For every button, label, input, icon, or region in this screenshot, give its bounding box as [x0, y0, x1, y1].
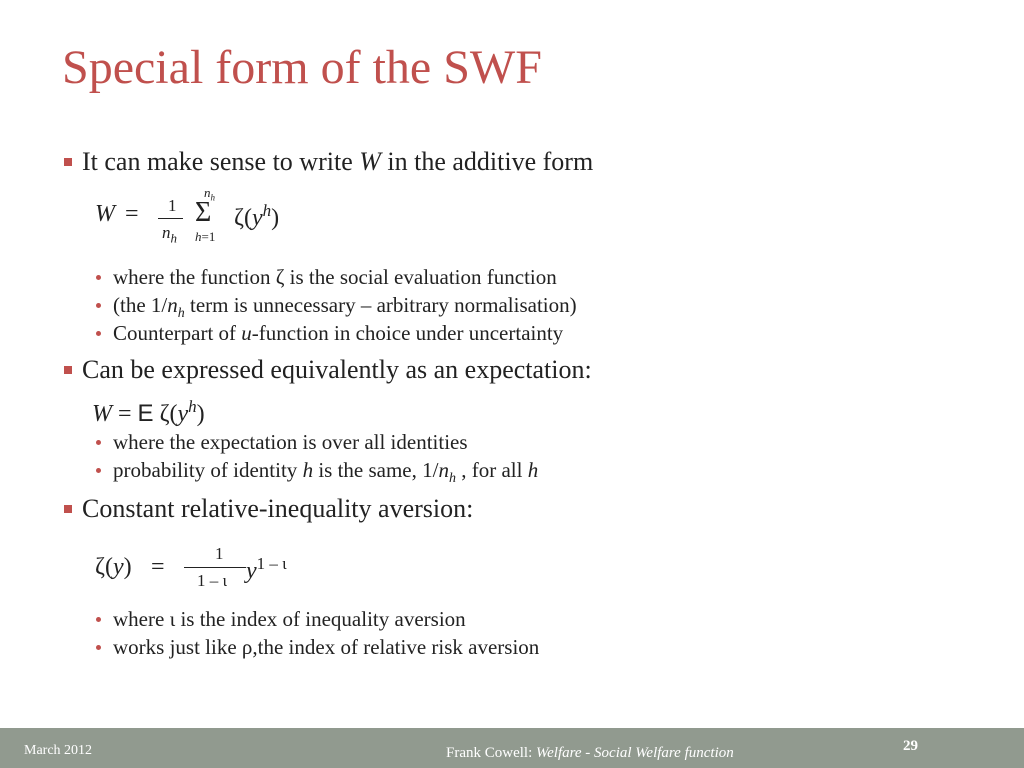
sub-bullet-marker: [96, 468, 101, 473]
equation-expectation: W = E $\zeta(y^h)$: [92, 397, 205, 427]
equation-additive-swf: W = 1 $n_h$ $n_h$ Σ h=1 $\zeta(y^h)$: [95, 185, 280, 246]
sub-bullet-zeta: where the function ζ is the social evaluation function: [113, 265, 557, 289]
bullet-additive-form: It can make sense to write W in the additive form: [82, 147, 594, 176]
footer-date: March 2012: [24, 743, 93, 758]
sub-bullet-marker: [96, 331, 101, 336]
bullet-marker: [64, 505, 72, 513]
sub-bullet-identities: where the expectation is over all identities: [113, 430, 468, 454]
sub-bullet-iota: where ι is the index of inequality aversion: [113, 607, 466, 631]
sub-bullet-marker: [96, 275, 101, 280]
sub-bullet-normalisation: (the $1/n_h$ term is unnecessary – arbitrary normalisation): [113, 293, 577, 322]
sub-bullet-u-function: Counterpart of u-function in choice under uncertainty: [113, 321, 564, 345]
sigma-symbol: Σ: [195, 197, 212, 228]
bullet-marker: [64, 158, 72, 166]
fraction-bar: [184, 567, 246, 568]
sub-bullet-marker: [96, 617, 101, 622]
sub-bullet-probability: probability of identity h is the same, $1/n_h$ , for all h: [113, 458, 539, 487]
fraction-bar: [158, 218, 183, 219]
bullet-expectation: Can be expressed equivalently as an expectation:: [82, 355, 592, 384]
sub-bullet-marker: [96, 645, 101, 650]
footer-author: Frank Cowell: Welfare - Social Welfare function: [446, 745, 734, 761]
sub-bullet-marker: [96, 303, 101, 308]
page-number: 29: [903, 738, 918, 754]
slide-title: Special form of the SWF: [62, 41, 542, 94]
bullet-marker: [64, 366, 72, 374]
equation-inequality-aversion: ζ(y) = 1 1 – ι $y^{1 - \iota}$: [95, 544, 287, 590]
bullet-inequality-aversion: Constant relative-inequality aversion:: [82, 494, 474, 523]
sub-bullet-marker: [96, 440, 101, 445]
footer-bar: [0, 728, 1024, 768]
sub-bullet-rho: works just like ρ,the index of relative risk aversion: [113, 635, 540, 659]
